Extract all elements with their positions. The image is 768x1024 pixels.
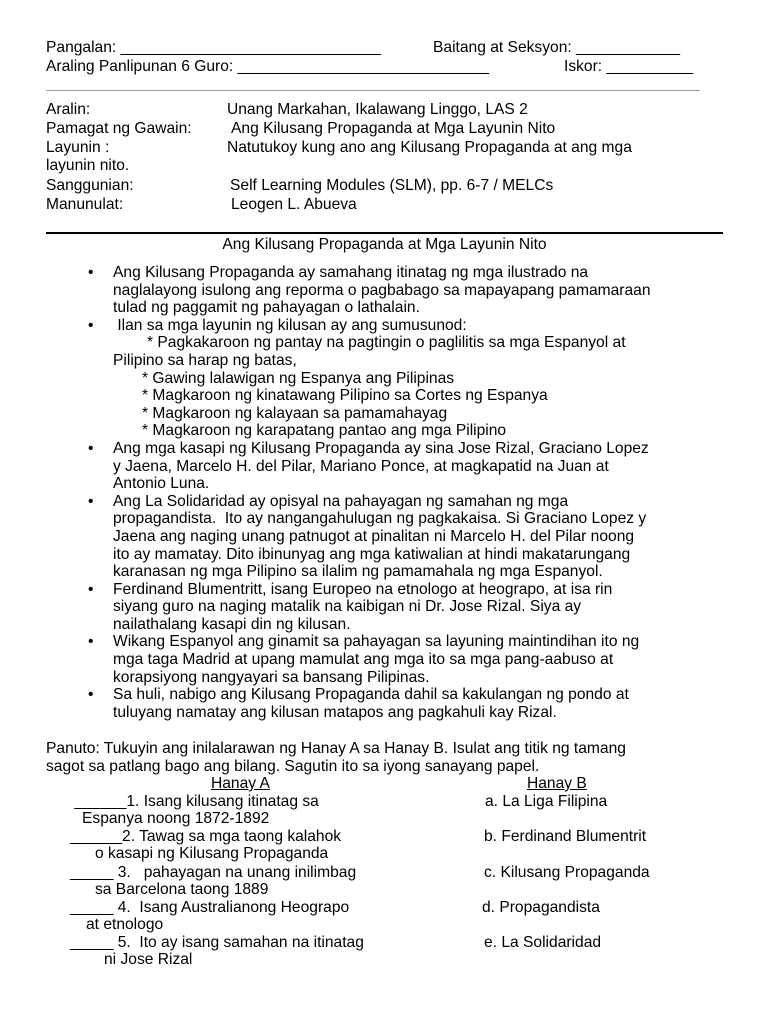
choice-a: a. La Liga Filipina [485,793,608,810]
layunin-value: Natutukoy kung ano ang Kilusang Propaganda at ang mga [227,139,632,156]
manunulat-value: Leogen L. Abueva [231,196,357,213]
bullet-item [86,440,734,493]
bullet-item [86,581,734,634]
bullet-line: korapsiyong nangyayari sa bansang Pilipinas. [113,668,430,686]
bullet-line: Ang mga kasapi ng Kilusang Propaganda ay sina Jose Rizal, Graciano Lopez [113,439,649,457]
layunin-label: Layunin : [46,139,110,156]
pamagat-label: Pamagat ng Gawain: [46,120,192,137]
bullet-line: y Jaena, Marcelo H. del Pilar, Mariano Ponce, at magkapatid na Juan at [113,457,609,475]
bullet-icon: • [88,686,94,704]
bullet-line: Ang Kilusang Propaganda ay samahang itinatag ng mga ilustrado na [113,264,589,281]
aralin-value: Unang Markahan, Ikalawang Linggo, LAS 2 [227,101,528,118]
bullet-line: mga taga Madrid at upang mamulat ang mga ito sa mga pang-aabuso at [113,651,614,669]
bullet-icon: • [88,633,94,651]
sanggunian-label: Sanggunian: [46,177,134,194]
bullet-line: siyang guro na naging matalik na kaibigan ni Dr. Jose Rizal. Siya ay [113,598,582,616]
pamagat-value: Ang Kilusang Propaganda at Mga Layunin Nito [231,120,556,137]
objective-item: * Magkaroon ng kinatawang Pilipino sa Cortes ng Espanya [142,387,548,405]
bullet-line: Ang La Solidaridad ay opisyal na pahayagan ng samahan ng mga [113,492,569,510]
choice-b: b. Ferdinand Blumentrit [484,828,647,845]
bullet-item [86,633,734,686]
bullet-line: Wikang Espanyol ang ginamit sa pahayagan sa layuning maintindihan ito ng [113,633,640,651]
instructions-line-2: sagot sa patlang bago ang bilang. Sagutin ito sa iyong sanayang papel. [46,758,540,775]
item-4-prompt[interactable]: _____ 4. Isang Australianong Heograpo [70,899,350,916]
bullet-item [86,264,734,317]
bullet-icon: • [88,580,94,598]
item-1-prompt[interactable]: ______1. Isang kilusang itinatag sa [70,793,319,810]
bullet-line: nailathalang kasapi din ng kilusan. [113,615,351,633]
objective-item-continuation: Pilipino sa harap ng batas, [113,351,297,369]
subject-teacher-field[interactable]: Araling Panlipunan 6 Guro: _____________________________ [46,58,490,75]
score-field[interactable]: Iskor: __________ [564,58,694,75]
bullet-item [86,686,734,721]
objective-item: * Magkaroon ng kalayaan sa pamamahayag [142,404,448,422]
item-3-continuation: sa Barcelona taong 1889 [95,881,269,898]
bullet-line: Ferdinand Blumentritt, isang Europeo na etnologo at heograpo, at isa rin [113,580,613,598]
bullet-icon: • [88,316,94,334]
bullet-item [86,493,734,581]
bullet-line: Ilan sa mga layunin ng kilusan ay ang sumusunod: [113,316,467,334]
item-3-prompt[interactable]: _____ 3. pahayagan na unang inilimbag [70,864,357,881]
bullet-line: ito ay mamatay. Dito ibinunyag ang mga katiwalian at hindi makatarungang [113,545,631,563]
bullet-line: Antonio Luna. [113,475,210,493]
sanggunian-value: Self Learning Modules (SLM), pp. 6-7 / MELCs [230,177,554,194]
instructions-line-1: Panuto: Tukuyin ang inilalarawan ng Hanay A sa Hanay B. Isulat ang titik ng tamang [46,740,626,757]
choice-d: d. Propagandista [482,899,600,916]
choice-c: c. Kilusang Propaganda [484,864,650,881]
column-b-header: Hanay B [527,775,587,792]
bullet-line: tuluyang namatay ang kilusan matapos ang pagkahuli kay Rizal. [113,703,557,721]
item-2-prompt[interactable]: ______2. Tawag sa mga taong kalahok [70,828,342,845]
lesson-bullets [86,264,734,721]
bullet-icon: • [88,264,94,281]
item-1-continuation: Espanya noong 1872-1892 [82,810,270,827]
item-5-continuation: ni Jose Rizal [104,951,193,968]
header-divider [46,90,700,91]
layunin-continuation: layunin nito. [46,157,130,174]
bullet-icon: • [88,439,94,457]
bullet-line: naglalayong isulong ang reporma o pagbabago sa mapayapang pamamaraan [113,281,651,299]
choice-e: e. La Solidaridad [484,934,602,951]
bullet-line: Sa huli, nabigo ang Kilusang Propaganda dahil sa kakulangan ng pondo at [113,686,629,704]
aralin-label: Aralin: [46,101,91,118]
objective-item: * Magkaroon ng karapatang pantao ang mga Pilipino [142,422,507,440]
bullet-line: karanasan ng mga Pilipino sa ilalim ng pamamahala ng mga Espanyol. [113,563,603,581]
bullet-line: Jaena ang naging unang patnugot at pinalitan ni Marcelo H. del Pilar noong [113,527,635,545]
bullet-item [86,317,734,440]
bullet-line: tulad ng paggamit ng pahayagan o lathalain. [113,299,420,317]
name-field[interactable]: Pangalan: ______________________________ [46,39,381,56]
objective-item: * Pagkakaroon ng pantay na pagtingin o paglilitis sa mga Espanyol at [147,334,626,352]
section-divider [46,232,723,234]
manunulat-label: Manunulat: [46,196,124,213]
grade-section-field[interactable]: Baitang at Seksyon: ____________ [433,39,681,56]
bullet-icon: • [88,492,94,510]
lesson-title: Ang Kilusang Propaganda at Mga Layunin Nito [222,236,547,253]
bullet-line: propagandista. Ito ay nangangahulugan ng pagkakaisa. Si Graciano Lopez y [113,510,647,528]
item-2-continuation: o kasapi ng Kilusang Propaganda [95,845,329,862]
item-4-continuation: at etnologo [86,916,164,933]
objective-item: * Gawing lalawigan ng Espanya ang Pilipinas [142,369,455,387]
column-a-header: Hanay A [211,775,270,792]
item-5-prompt[interactable]: _____ 5. Ito ay isang samahan na itinatag [70,934,364,951]
